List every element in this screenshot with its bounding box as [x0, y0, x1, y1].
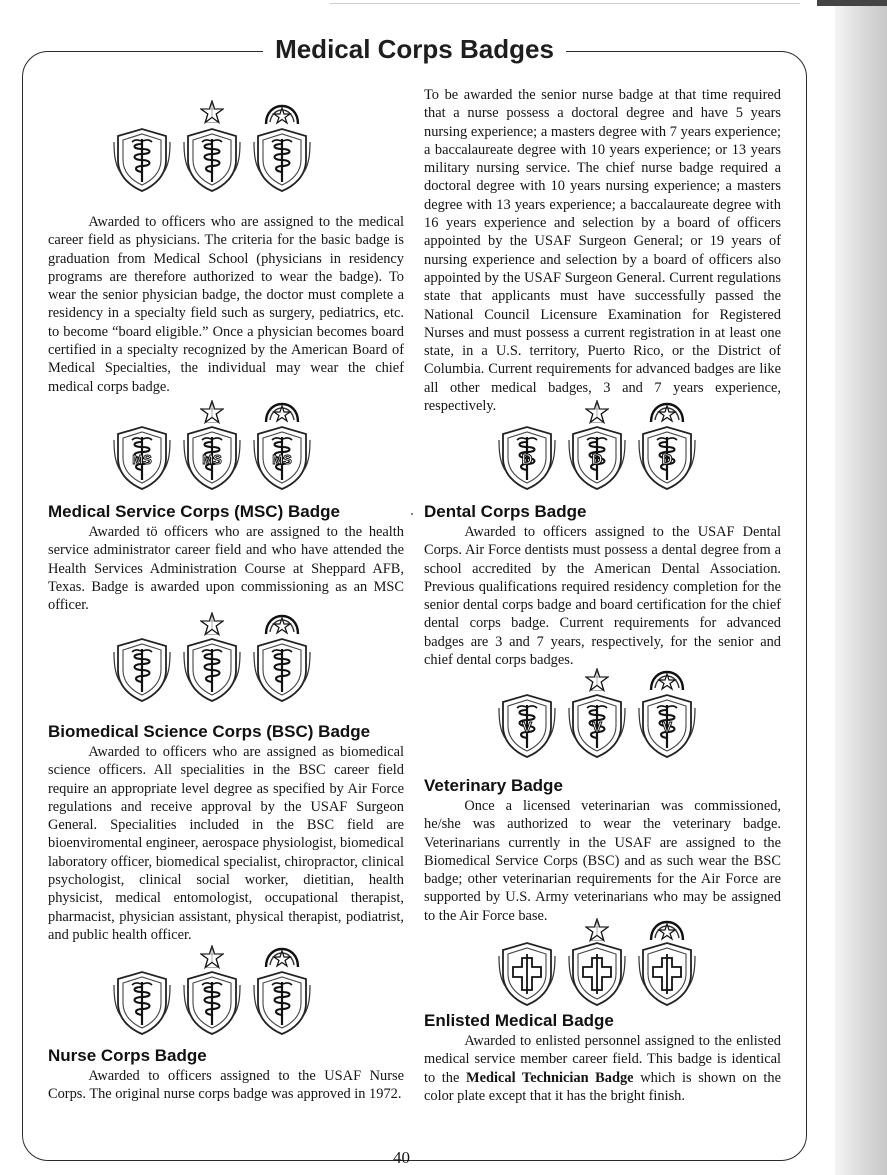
physician-badge-senior: [182, 100, 242, 192]
dental-badges: [497, 400, 697, 490]
enlisted-text: [424, 1032, 781, 1105]
dental-badge-senior: [567, 400, 627, 490]
nurse-badge-basic: [112, 945, 172, 1035]
vet-text: Once a licensed veterinarian was commissioned, he/she was authorized to wear the veterinary badge. Veterinarians currently in the USAF are assigned to the Biomedical Service Corps (BSC) and as such wear the BSC badge; other veterinarian requirements for the Air Force are supported by U.S. Army veterinarians who may be assigned to the Air Force base.: [424, 798, 781, 924]
vet-badge-chief: [637, 668, 697, 758]
scan-edge-shadow: [835, 0, 887, 1175]
enlisted-text-bold: Medical Technician Badge: [466, 1069, 634, 1086]
msc-badge-basic: [112, 400, 172, 490]
physician-badge-basic: [112, 100, 172, 192]
msc-badges: [112, 400, 312, 490]
scan-speck: [411, 513, 413, 515]
dental-badge-basic: [497, 400, 557, 490]
nurse-badge-chief: [252, 945, 312, 1035]
msc-emblem-1: MS: [132, 452, 152, 467]
enlisted-heading: Enlisted Medical Badge: [424, 1011, 614, 1030]
vet-badge-senior: [567, 668, 627, 758]
page-number: 40: [393, 1148, 410, 1167]
enlisted-badge-chief: [637, 918, 697, 1006]
msc-heading: Medical Service Corps (MSC) Badge: [48, 502, 340, 521]
dental-emblem-1: D: [521, 451, 533, 468]
enlisted-badges: [497, 918, 697, 1006]
vet-emblem-1: V: [521, 719, 533, 736]
msc-emblem-3: MS: [272, 452, 292, 467]
physician-badge-chief: [252, 100, 312, 192]
vet-badge-basic: [497, 668, 557, 758]
enlisted-text-after: which is shown on the color plate except that it has the bright finish.: [424, 1069, 781, 1104]
bsc-heading: Biomedical Science Corps (BSC) Badge: [48, 722, 371, 741]
msc-text: Awarded tö officers who are assigned to the health service administrator career field and who have attended the Health Services Administration Course at Sheppard AFB, Texas. Badge is awarded upon commissioning as an MSC officer.: [48, 524, 404, 614]
nurse-badge-senior: [182, 945, 242, 1035]
enlisted-text-before: Awarded to enlisted personnel assigned to the enlisted medical service member career field. This badge is identical to the: [424, 1033, 781, 1086]
msc-emblem-2: MS: [202, 452, 222, 467]
vet-heading: Veterinary Badge: [424, 776, 563, 795]
bsc-badge-chief: [252, 612, 312, 702]
bsc-badge-senior: [182, 612, 242, 702]
dental-emblem-3: D: [661, 451, 673, 468]
msc-badge-senior: [182, 400, 242, 490]
dental-text: Awarded to officers assigned to the USAF Dental Corps. Air Force dentists must possess a dental degree from a school accredited by the American Dental Association. Previous qualifications required residency completion for the senior dental corps badge and board certification for the chief dental corps badge. Current requirements for advanced badges are 3 and 7 years, respectively, for the senior and chief dental corps badges.: [424, 524, 781, 669]
msc-badge-chief: [252, 400, 312, 490]
vet-emblem-2: V: [591, 719, 603, 736]
bsc-badges: [112, 612, 312, 702]
nurse-heading: Nurse Corps Badge: [48, 1046, 207, 1065]
bsc-text: Awarded to officers who are assigned as biomedical science officers. All specialities in the BSC career field require an appropriate level degree as specified by Air Force regulations and receive approval by the USAF Surgeon General. Specialities included in the BSC field are bioenviromental engineer, aerospace physiologist, biomedical laboratory officer, biomedical specialist, chiropractor, clinical psychologist, clinical social worker, dietitian, health physicist, medical entomologist, occupational therapist, pharmacist, physician assistant, physical therapist, podiatrist, and public health officer.: [48, 744, 404, 943]
enlisted-badge-senior: [567, 918, 627, 1006]
dental-badge-chief: [637, 400, 697, 490]
enlisted-badge-basic: [497, 918, 557, 1006]
nurse-badges: [112, 945, 312, 1035]
physician-badges: [112, 100, 312, 192]
title-wrap: [0, 34, 829, 78]
dental-heading: Dental Corps Badge: [424, 502, 587, 521]
dental-emblem-2: D: [591, 451, 603, 468]
vet-emblem-3: V: [661, 719, 673, 736]
scan-edge-mark: [817, 0, 887, 6]
scan-top-line: [330, 3, 800, 4]
vet-badges: [497, 668, 697, 758]
page-title: Medical Corps Badges: [263, 36, 566, 62]
bsc-badge-basic: [112, 612, 172, 702]
nurse-text-continued: To be awarded the senior nurse badge at that time required that a nurse possess a doctoral degree and have 5 years nursing experience; a masters degree with 7 years experience; a baccalaureate degree with 10 years experience; or 13 years military nursing service. The chief nurse badge required a doctoral degree with 10 years nursing experience; a masters degree with 13 years experience; a baccalaureate degree with 16 years experience and selection by a board of officers appointed by the USAF Surgeon General; or 19 years of nursing experience and selection by a board of officers also appointed by the USAF Surgeon General. Current regulations state that applicants must have successfully passed the National Council Licensure Examination for Registered Nurses and must possess a current registration in at least one state, in a U.S. territory, Puerto Rico, or the District of Columbia. Current requirements for advanced badges are like all other medical badges, 3 and 7 years experience, respectively.: [424, 87, 781, 415]
nurse-text-start: Awarded to officers assigned to the USAF Nurse Corps. The original nurse corps badge was approved in 1972.: [48, 1068, 404, 1103]
physician-text: Awarded to officers who are assigned to the medical career field as physicians. The criteria for the basic badge is graduation from Medical School (physicians in residency programs are therefore authorized to wear the badge). To wear the senior physician badge, the doctor must complete a residency in a specialty field such as surgery, pediatrics, etc. to become “board eligible.” Once a physician becomes board certified in a specialty recognized by the American Board of Medical Specialties, the individual may wear the chief medical corps badge.: [48, 214, 404, 395]
